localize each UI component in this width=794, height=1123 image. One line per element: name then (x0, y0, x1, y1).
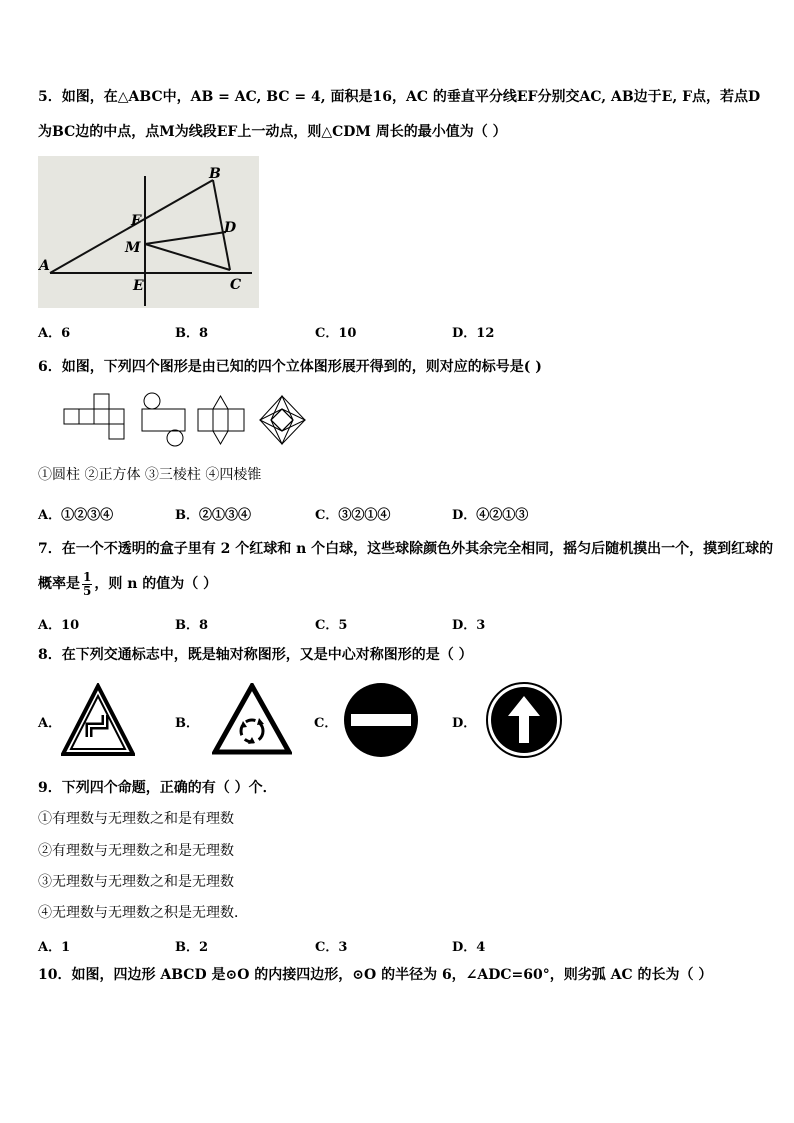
q6-cylinder-net (142, 393, 185, 446)
q6-option-a[interactable]: A．①②③④ (38, 508, 114, 523)
q5-label-b: B (209, 166, 221, 182)
q5-triangle-figure (38, 156, 259, 308)
q7-text-line2 (38, 567, 217, 601)
q8-sign-b-roundabout-icon[interactable] (212, 683, 292, 755)
q6-option-b[interactable]: B．②①③④ (175, 508, 251, 523)
q7-option-d[interactable]: D．3 (452, 618, 486, 633)
q7-fraction-numerator: 1 (83, 569, 92, 584)
q9-option-a[interactable]: A．1 (38, 940, 71, 955)
q5-option-c[interactable]: C．10 (315, 326, 357, 341)
q9-text-line1: 9．下列四个命题，正确的有（ ）个． (38, 780, 277, 796)
q5-label-d: D (224, 220, 237, 236)
q8-label-d[interactable]: D． (452, 716, 477, 731)
q9-item-1: ①有理数与无理数之和是有理数 (38, 811, 234, 827)
q6-options (38, 504, 758, 522)
q7-option-a[interactable]: A．10 (38, 618, 80, 633)
q6-option-c[interactable]: C．③②①④ (315, 508, 391, 523)
q9-item-3: ③无理数与无理数之和是无理数 (38, 874, 234, 890)
q5-label-f: F (131, 213, 141, 229)
q5-label-c: C (230, 277, 242, 293)
q5-option-d[interactable]: D．12 (452, 326, 495, 341)
q8-label-b[interactable]: B． (175, 716, 199, 731)
q7-option-c[interactable]: C．5 (315, 618, 348, 633)
q10-text-line1: 10．如图，四边形 ABCD 是⊙O 的内接四边形，⊙O 的半径为 6，∠ADC=60°，则劣弧 AC 的长为（ ） (38, 967, 713, 983)
q7-text-line1: 7．在一个不透明的盒子里有 2 个红球和 n 个白球，这些球除颜色外其余完全相同，摇匀后随机摸出一个，摸到红球的 (38, 541, 774, 557)
q8-label-a[interactable]: A． (38, 716, 62, 731)
q7-text-post: ，则 n 的值为（ ） (94, 576, 218, 592)
q5-text-line2: 为BC边的中点，点M为线段EF上一动点，则△CDM 周长的最小值为（ ） (38, 124, 507, 140)
q9-item-2: ②有理数与无理数之和是无理数 (38, 843, 234, 859)
q6-nets-figure (60, 392, 310, 448)
q6-cube-net (64, 394, 124, 439)
q5-label-m: M (125, 240, 141, 256)
q6-triangular-prism-net (198, 396, 244, 444)
q9-option-b[interactable]: B．2 (175, 940, 209, 955)
q8-sign-a-winding-road-icon[interactable] (61, 683, 135, 757)
q9-item-4: ④无理数与无理数之积是无理数． (38, 905, 248, 921)
q8-sign-d-straight-ahead-icon[interactable] (485, 681, 563, 759)
q8-text-line1: 8．在下列交通标志中，既是轴对称图形，又是中心对称图形的是（ ） (38, 647, 473, 663)
q6-solids-list: ①圆柱 ②正方体 ③三棱柱 ④四棱锥 (38, 467, 262, 483)
q5-label-e: E (133, 278, 144, 294)
q7-fraction (82, 571, 92, 598)
q7-fraction-denominator: 5 (83, 583, 92, 598)
q6-square-pyramid-net (260, 396, 305, 444)
q9-options (38, 936, 758, 954)
q8-sign-c-no-entry-icon[interactable] (342, 681, 420, 759)
q7-options (38, 614, 758, 632)
q6-text-line1: 6．如图，下列四个图形是由已知的四个立体图形展开得到的，则对应的标号是( ) (38, 359, 542, 375)
q6-option-d[interactable]: D．④②①③ (452, 508, 529, 523)
q8-label-c[interactable]: C． (314, 716, 338, 731)
q7-option-b[interactable]: B．8 (175, 618, 209, 633)
q5-label-a: A (39, 258, 50, 274)
q5-options (38, 322, 758, 340)
q5-text-line1: 5．如图，在△ABC中，AB = AC, BC = 4, 面积是16，AC 的垂直平分线EF分别交AC, AB边于E, F点，若点D (38, 89, 761, 105)
q9-option-d[interactable]: D．4 (452, 940, 486, 955)
q7-text-pre: 概率是 (38, 576, 80, 592)
q5-option-b[interactable]: B．8 (175, 326, 209, 341)
q9-option-c[interactable]: C．3 (315, 940, 348, 955)
q5-option-a[interactable]: A．6 (38, 326, 71, 341)
